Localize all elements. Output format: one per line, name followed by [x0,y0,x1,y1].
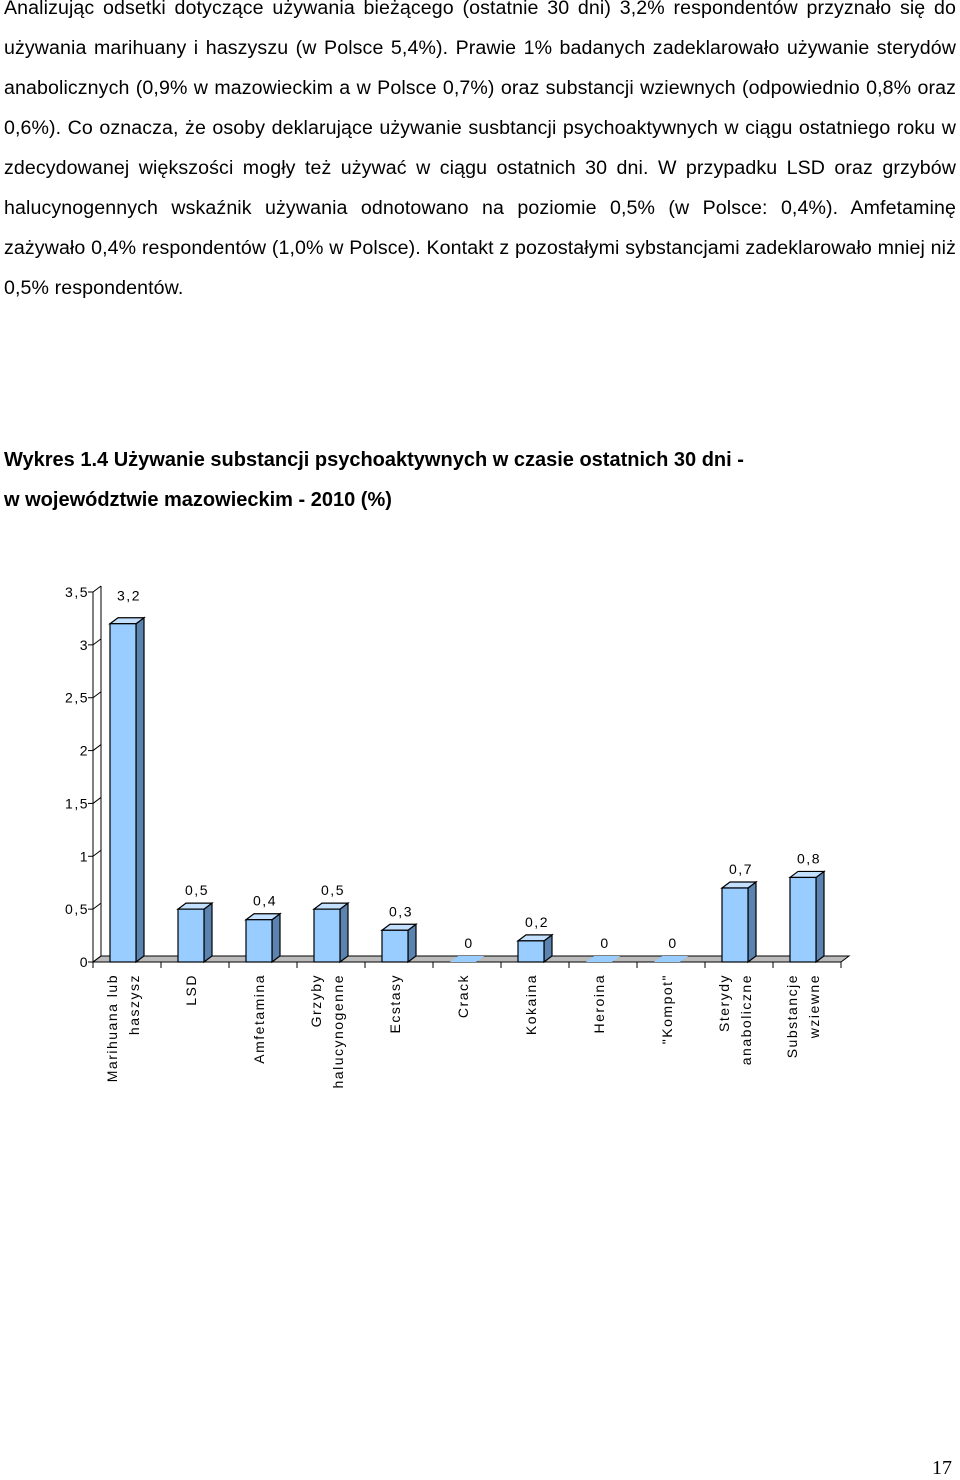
y-tick-label: 0 [79,954,89,970]
y-tick-label: 1,5 [65,795,89,812]
x-category-label [659,974,675,1044]
y-tick-depth [93,903,101,909]
bar [110,618,144,962]
bar-side [204,903,212,962]
x-category-label-line: Crack [455,974,471,1019]
bar-side [340,903,348,962]
bar-front [518,941,544,962]
chart-caption [4,440,956,520]
data-label: 0,3 [389,903,413,920]
data-label: 0,5 [185,882,209,899]
y-tick-depth [93,797,101,803]
data-label: 0,8 [797,850,821,867]
bar [790,871,824,962]
y-tick-depth [93,745,101,751]
bar-front [246,920,272,962]
bar-front [178,909,204,962]
bar-chart [0,560,960,1120]
chart-caption-line-1: Wykres 1.4 Używanie substancji psychoaktywnych w czasie ostatnich 30 dni - [4,449,744,471]
x-category-label-line: halucynogenne [330,974,346,1089]
y-tick-label: 1 [79,848,89,865]
bar-side [816,871,824,962]
data-label: 0,7 [729,861,753,877]
y-tick-label: 0,5 [65,901,89,918]
x-category-label [591,974,607,1034]
x-category-label-line: "Kompot" [659,974,675,1045]
x-category-label [387,974,403,1034]
x-category-label-line: Heroina [591,974,607,1034]
x-category-label [308,974,346,1088]
x-category-label-line: Sterydy [716,974,732,1032]
x-category-label-line: Ecstasy [387,974,403,1034]
bar-front [382,930,408,962]
y-tick-label: 2,5 [65,689,89,706]
y-tick-label: 3 [79,636,89,653]
data-label: 0 [668,935,678,951]
x-category-label-line: haszysz [126,974,142,1036]
y-tick-depth [93,586,101,592]
x-category-label [183,974,199,1006]
x-category-label-line: Grzyby [308,974,324,1028]
x-category-label [784,974,822,1058]
data-label: 0,4 [253,892,277,909]
x-category-label [104,974,142,1082]
chart-caption-line-2: w województwie mazowieckim - 2010 (%) [4,489,392,511]
y-tick-depth [93,850,101,856]
data-label: 0 [464,935,474,951]
x-category-label [523,974,539,1035]
bar-side [748,882,756,962]
bar-side [136,618,144,962]
y-tick-depth [93,692,101,698]
x-category-label [716,974,754,1065]
x-category-label-line: LSD [183,974,199,1006]
y-tick-label: 3,5 [65,584,89,600]
bar-side [272,914,280,962]
y-tick-depth [93,639,101,645]
bar [722,882,756,962]
x-category-label-line: Substancje [784,974,800,1059]
x-category-label [455,974,471,1018]
bar [178,903,212,962]
data-label: 0 [600,935,610,951]
x-category-label-line: Marihuana lub [104,974,120,1083]
data-label: 0,2 [525,913,549,930]
bar [382,924,416,962]
bar [314,903,348,962]
data-label: 0,5 [321,882,345,899]
data-label: 3,2 [117,587,141,604]
x-category-label-line: anaboliczne [738,974,754,1066]
page-number: 17 [932,1457,952,1479]
bar-front [314,909,340,962]
x-category-label-line: wziewne [806,974,822,1039]
x-category-label [251,974,267,1064]
bar-front [722,888,748,962]
x-category-label-line: Kokaina [523,974,539,1036]
bar [246,914,280,962]
bar-front [110,624,136,962]
bar [518,935,552,962]
y-tick-label: 2 [79,742,89,759]
x-category-label-line: Amfetamina [251,974,267,1064]
bar-front [790,877,816,962]
body-paragraph: Analizując odsetki dotyczące używania bieżącego (ostatnie 30 dni) 3,2% respondentów przyznało się do używania marihuany i haszyszu (w Polsce 5,4%). Prawie 1% badanych zadeklarowało używanie sterydów anabolicznych (0,9% w mazowieckim a w Polsce 0,7%) oraz substancji wziewnych (odpowiednio 0,8% oraz 0,6%). Co oznacza, że osoby deklarujące używanie susbtancji psychoaktywnych w ciągu ostatniego roku w zdecydowanej większości mogły też używać w ciągu ostatnich 30 dni. W przypadku LSD oraz grzybów halucynogennych wskaźnik używania odnotowano na poziomie 0,5% (w Polsce: 0,4%). Amfetaminę zażywało 0,4% respondentów (1,0% w Polsce). Kontakt z pozostałymi sybstancjami zadeklarowało mniej niż 0,5% respondentów. [4,0,956,299]
